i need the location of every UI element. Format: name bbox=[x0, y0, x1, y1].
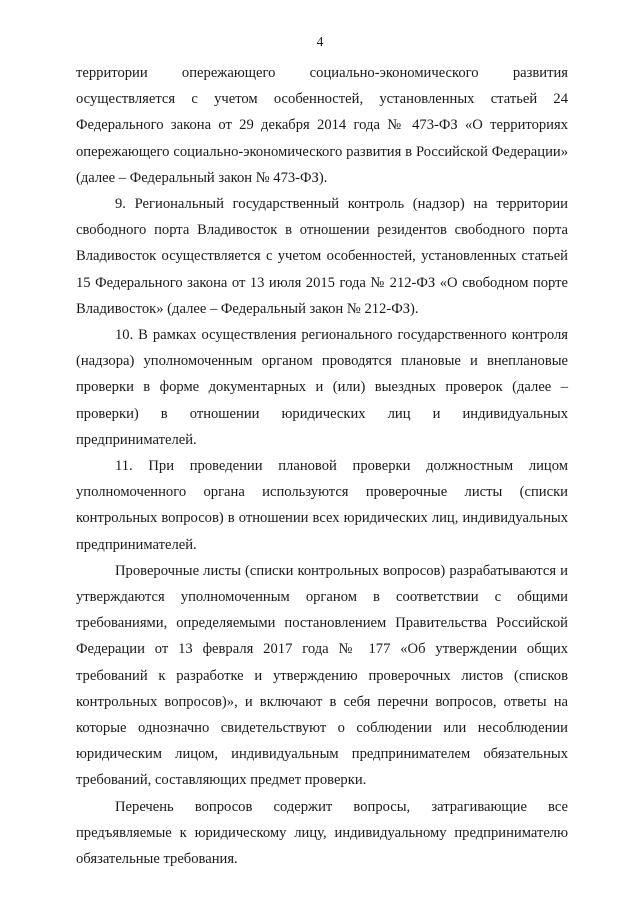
paragraph-checklists: Проверочные листы (списки контрольных вопросов) разрабатываются и утверждаются уполномоченным органом в соответствии с общими требованиями, определяемыми постановлением Правительства Российской Федерации от 13 февраля 2017 года № 177 «Об утверждении общих требований к разработке и утверждению проверочных листов (списков контрольных вопросов)», и включают в себя перечни вопросов, ответы на которые однозначно свидетельствуют о соблюдении или несоблюдении юридическим лицом, индивидуальным предпринимателем обязательных требований, составляющих предмет проверки. bbox=[76, 562, 568, 789]
paragraph-continuation: территории опережающего социально-экономического развития осуществляется с учетом особенностей, установленных статьей 24 Федерального закона от 29 декабря 2014 года № 473-ФЗ «О территориях опережающего социально-экономического развития в Российской Федерации» (далее – Федеральный закон № 473-ФЗ). bbox=[76, 65, 568, 186]
paragraph-item-9: 9. Региональный государственный контроль (надзор) на территории свободного порта Владивосток в отношении резидентов свободного порта Владивосток осуществляется с учетом особенностей, установленных статьей 15 Федерального закона от 13 июля 2015 года № 212-ФЗ «О свободном порте Владивосток» (далее – Федеральный закон № 212-ФЗ). bbox=[76, 196, 568, 317]
page-number: 4 bbox=[316, 34, 324, 49]
document-body bbox=[76, 60, 568, 872]
paragraph-item-10: 10. В рамках осуществления регионального государственного контроля (надзора) уполномоченным органом проводятся плановые и внеплановые проверки в форме документарных и (или) выездных проверок (далее – проверки) в отношении юридических лиц и индивидуальных предпринимателей. bbox=[76, 327, 568, 448]
paragraph-question-list: Перечень вопросов содержит вопросы, затрагивающие все предъявляемые к юридическому лицу, индивидуальному предпринимателю обязательные требования. bbox=[76, 798, 568, 868]
paragraph-item-11: 11. При проведении плановой проверки должностным лицом уполномоченного органа используются проверочные листы (списки контрольных вопросов) в отношении всех юридических лиц, индивидуальных предпринимателей. bbox=[76, 458, 568, 553]
